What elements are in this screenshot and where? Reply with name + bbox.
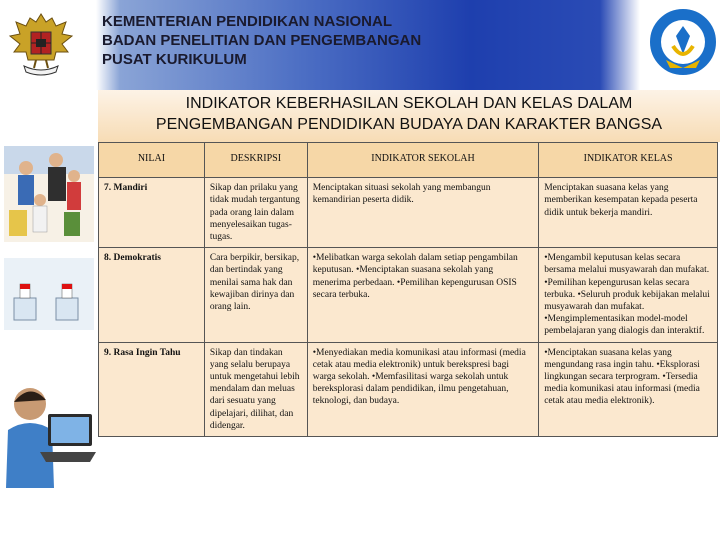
child-laptop-illustration-icon	[4, 368, 98, 488]
col-header-nilai: NILAI	[99, 143, 205, 178]
table-row	[99, 342, 718, 436]
header-line-1: KEMENTERIAN PENDIDIKAN NASIONAL	[102, 13, 393, 30]
cell-nilai: 7. Mandiri	[99, 178, 205, 248]
ministry-header	[102, 12, 421, 69]
cell-indikator-kelas: •Menciptakan suasana kelas yang mengundang rasa ingin tahu. •Eksplorasi lingkungan secara terprogram. •Tersedia media komunikasi atau informasi (media cetak atau media elektronik).	[539, 342, 718, 436]
side-illustrations	[0, 142, 98, 540]
cell-nilai: 9. Rasa Ingin Tahu	[99, 342, 205, 436]
indicator-table	[98, 142, 718, 437]
tut-wuri-handayani-logo-icon	[646, 2, 720, 86]
page-title	[98, 93, 720, 135]
cell-indikator-sekolah: •Menyediakan media komunikasi atau informasi (media cetak atau media elektronik) untuk berekspresi bagi warga sekolah. •Memfasilitasi warga sekolah untuk bereksplorasi dalam pendidikan, ilmu pengetahuan, teknologi, dan budaya.	[307, 342, 538, 436]
cell-nilai: 8. Demokratis	[99, 248, 205, 342]
col-header-deskripsi: DESKRIPSI	[204, 143, 307, 178]
garuda-emblem-icon	[6, 8, 76, 82]
democracy-vote-illustration-icon	[4, 258, 94, 330]
header-line-3: PUSAT KURIKULUM	[102, 51, 247, 68]
table-row	[99, 248, 718, 342]
cell-deskripsi: Sikap dan prilaku yang tidak mudah tergantung pada orang lain dalam menyelesaikan tugas-tugas.	[204, 178, 307, 248]
cell-indikator-kelas: •Mengambil keputusan kelas secara bersama melalui musyawarah dan mufakat. •Pemilihan kepengurusan kelas secara terbuka. •Seluruh produk kebijakan melalui musyawarah dan mufakat. •Mengimplementasikan model-model pembelajaran yang dialogis dan interaktif.	[539, 248, 718, 342]
cell-deskripsi: Cara berpikir, bersikap, dan bertindak yang menilai sama hak dan kewajiban dirinya dan orang lain.	[204, 248, 307, 342]
students-illustration-icon	[4, 146, 94, 242]
table-row	[99, 178, 718, 248]
cell-indikator-sekolah: Menciptakan situasi sekolah yang membangun kemandirian peserta didik.	[307, 178, 538, 248]
table-header-row	[99, 143, 718, 178]
cell-indikator-kelas: Menciptakan suasana kelas yang memberikan kesempatan kepada peserta didik untuk bekerja mandiri.	[539, 178, 718, 248]
title-line-1: INDIKATOR KEBERHASILAN SEKOLAH DAN KELAS DALAM	[185, 95, 633, 112]
title-line-2: PENGEMBANGAN PENDIDIKAN BUDAYA DAN KARAKTER BANGSA	[155, 116, 663, 133]
header-line-2: BADAN PENELITIAN DAN PENGEMBANGAN	[102, 32, 422, 49]
cell-deskripsi: Sikap dan tindakan yang selalu berupaya untuk mengetahui lebih mendalam dan meluas dari sesuatu yang dipelajari, dilihat, dan didengar.	[204, 342, 307, 436]
col-header-indikator-sekolah: INDIKATOR SEKOLAH	[307, 143, 538, 178]
col-header-indikator-kelas: INDIKATOR KELAS	[539, 143, 718, 178]
cell-indikator-sekolah: •Melibatkan warga sekolah dalam setiap pengambilan keputusan. •Menciptakan suasana sekolah yang menerima perbedaan. •Pemilihan kepengurusan OSIS secara terbuka.	[307, 248, 538, 342]
